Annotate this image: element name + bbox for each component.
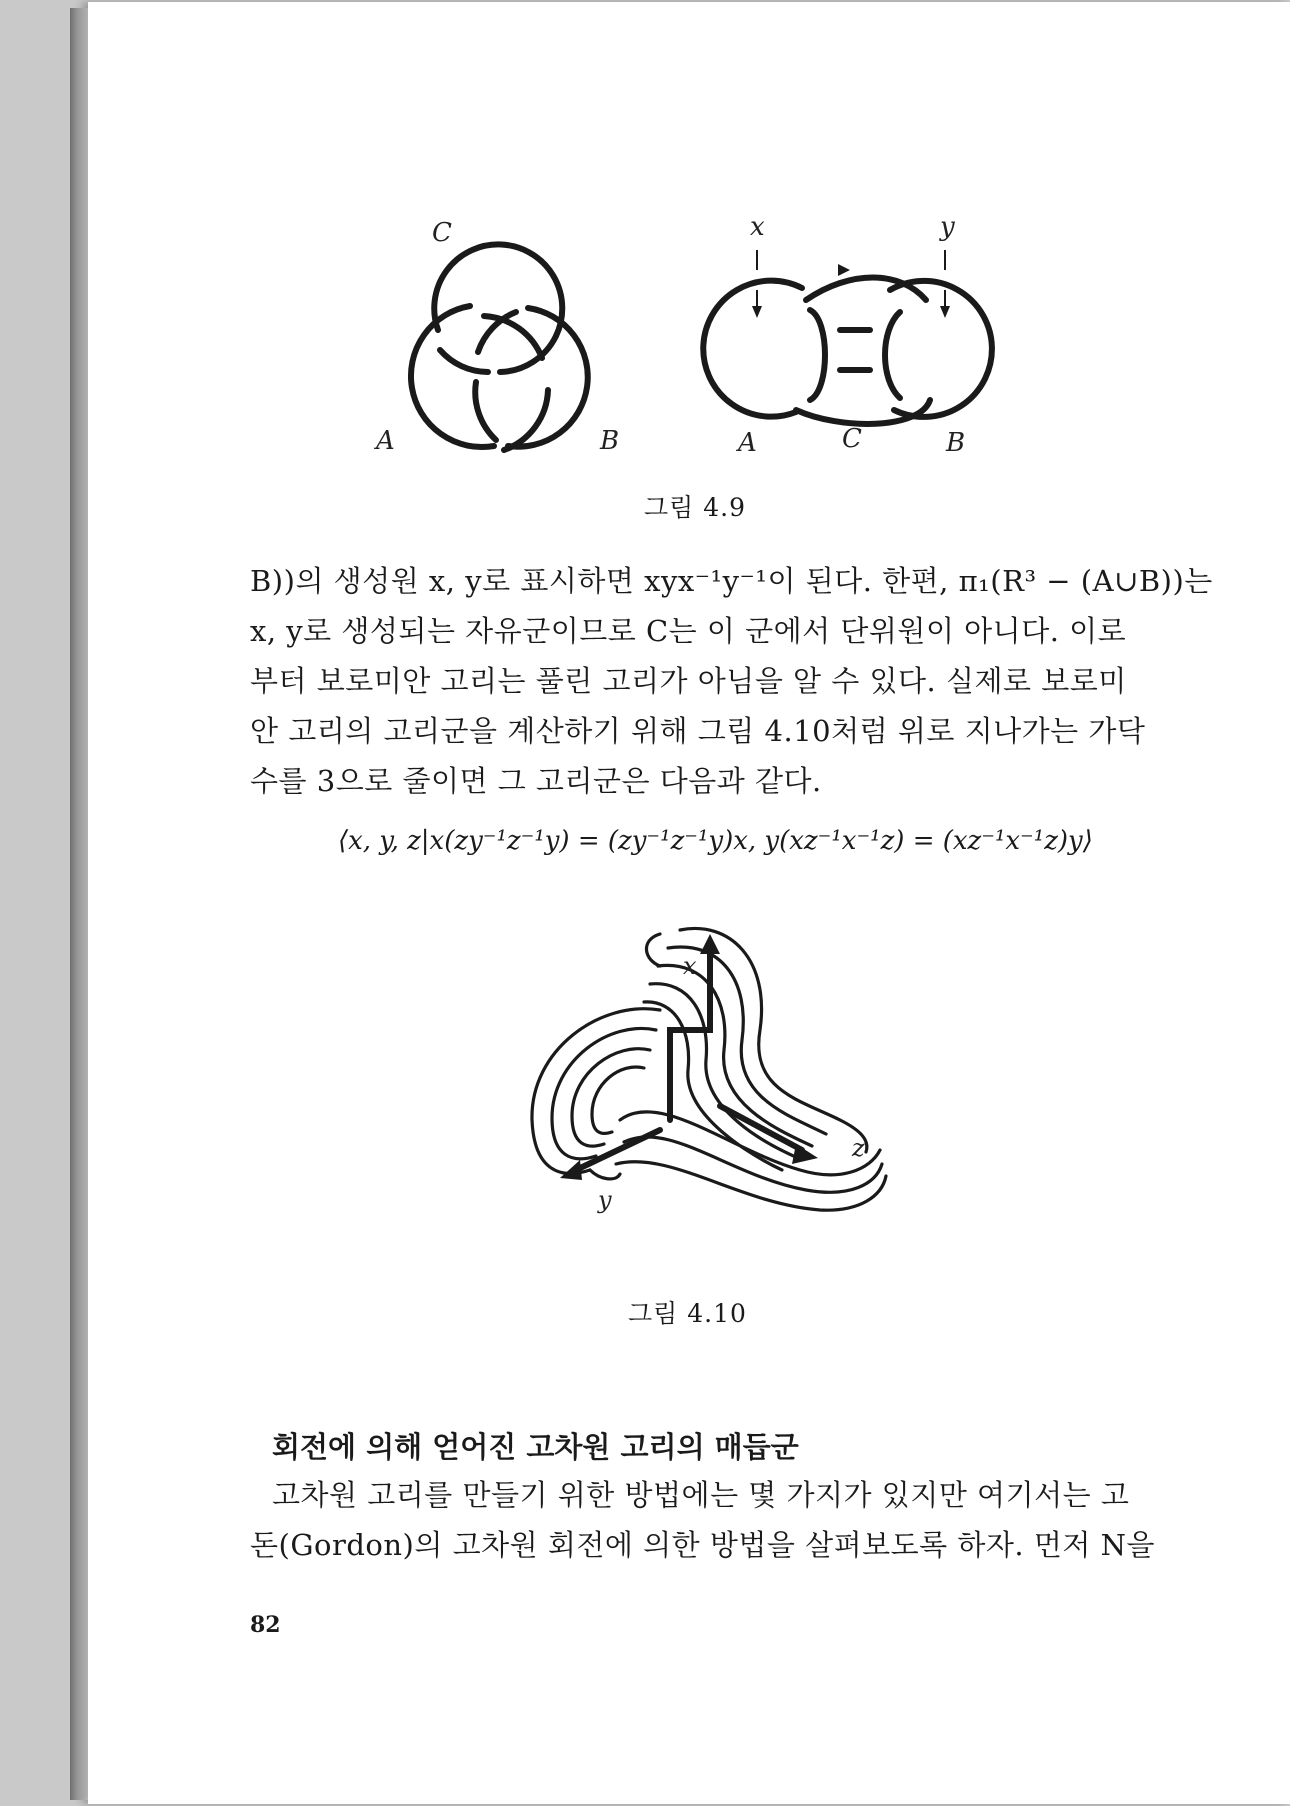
fig49-label-c: C bbox=[432, 218, 452, 248]
fig49-label-b2: B bbox=[946, 428, 966, 458]
page-number: 82 bbox=[250, 1612, 281, 1638]
paragraph-line-2: x, y로 생성되는 자유군이므로 C는 이 군에서 단위원이 아니다. 이로 bbox=[250, 614, 1127, 648]
fig410-label-x: x bbox=[683, 952, 697, 980]
section-line-2: 돈(Gordon)의 고차원 회전에 의한 방법을 살펴보도록 하자. 먼저 N을 bbox=[250, 1528, 1155, 1562]
fig49-label-a: A bbox=[376, 426, 395, 456]
figure-4-10-caption: 그림 4.10 bbox=[628, 1299, 747, 1328]
figure-4-10-diagram bbox=[520, 920, 900, 1220]
page-edge bbox=[70, 8, 88, 1800]
fig410-label-y: y bbox=[598, 1186, 612, 1214]
paragraph-line-4: 안 고리의 고리군을 계산하기 위해 그림 4.10처럼 위로 지나가는 가닥 bbox=[250, 714, 1146, 748]
link-group-formula: ⟨x, y, z|x(zy⁻¹z⁻¹y) = (zy⁻¹z⁻¹y)x, y(xz⁻¹x⁻¹z) = (xz⁻¹x⁻¹z)y⟩ bbox=[338, 826, 1093, 856]
section-line-1: 고차원 고리를 만들기 위한 방법에는 몇 가지가 있지만 여기서는 고 bbox=[272, 1478, 1130, 1512]
paragraph-line-3: 부터 보로미안 고리는 풀린 고리가 아님을 알 수 있다. 실제로 보로미 bbox=[250, 664, 1127, 698]
figure-4-9-caption: 그림 4.9 bbox=[644, 493, 747, 522]
section-title: 회전에 의해 얻어진 고차원 고리의 매듭군 bbox=[272, 1430, 799, 1464]
fig49-label-c2: C bbox=[842, 424, 862, 454]
fig49-label-y: y bbox=[940, 212, 955, 242]
paragraph-line-1: B))의 생성원 x, y로 표시하면 xyx⁻¹y⁻¹이 된다. 한편, π₁(R³ − (A∪B))는 bbox=[250, 564, 1213, 598]
paragraph-line-5: 수를 3으로 줄이면 그 고리군은 다음과 같다. bbox=[250, 764, 822, 798]
fig49-label-x: x bbox=[750, 212, 765, 242]
fig49-label-a2: A bbox=[738, 428, 757, 458]
fig410-label-z: z bbox=[852, 1134, 865, 1162]
fig49-label-b: B bbox=[600, 426, 620, 456]
